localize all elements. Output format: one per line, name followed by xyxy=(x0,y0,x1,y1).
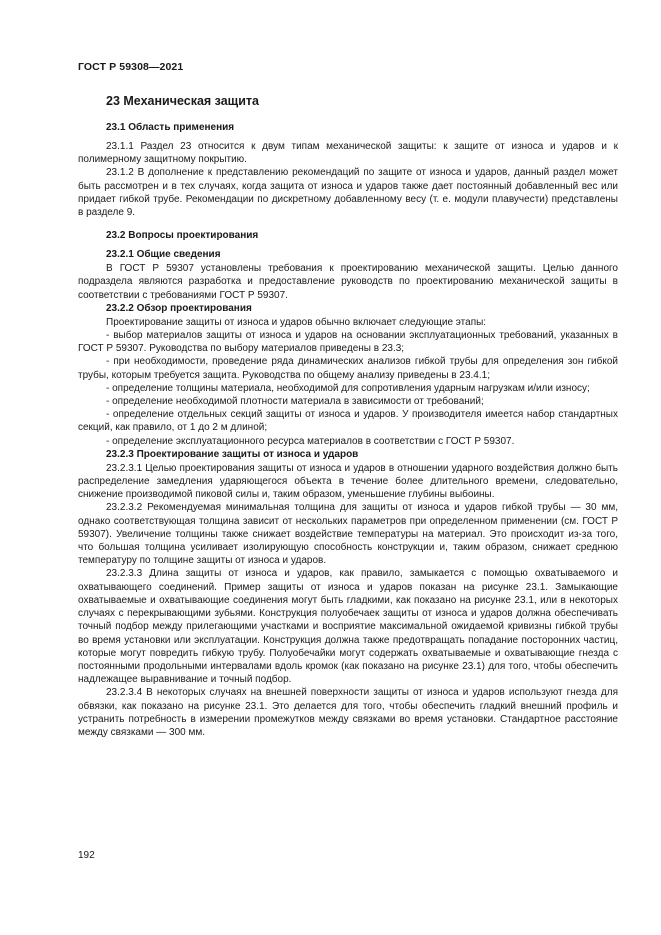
paragraph-23-2-3-2: 23.2.3.2 Рекомендуемая минимальная толщина для защиты от износа и ударов гибкой трубы — 30 мм, однако соответствующая толщина зависит от нескольких параметров при определенном применении (см. ГОСТ Р 59307). Увеличение толщины также снижает воздействие температуры на материал. Это происходит из-за того, что большая толщина усиливает изолирующую способность конструкции и, таким образом, снижает среднюю температуру по толщине защиты от износа и ударов. xyxy=(78,502,618,567)
list-item: - определение отдельных секций защиты от износа и ударов. У производителя имеется набор стандартных секций, как правило, от 1 до 2 м длиной; xyxy=(78,409,618,434)
list-item: - при необходимости, проведение ряда динамических анализов гибкой трубы для определения зон гибкой трубы, которым требуется защита. Руководства по общему анализу приведены в 23.4.1; xyxy=(78,356,618,381)
paragraph-23-2-3-3: 23.2.3.3 Длина защиты от износа и ударов, как правило, замыкается с помощью охватываемого и охватывающего соединений. Пример защиты от износа и ударов показан на рисунке 23.1. Замыкающие охватываемые и охватывающие соединения могут быть гладкими, как показано на рисунке 23.1, или в некоторых случаях с перекрывающими зубьями. Конструкция полуобечаек защиты от износа и ударов должна обеспечивать точный подбор между прилегающими участками и восприятие максимальной ожидаемой кривизны гибкой трубы во время установки или эксплуатации. Конструкция должна также предотвращать попадание посторонних частиц, которые могут повредить гибкую трубу. Полуобечайки могут содержать охватываемые и охватывающие гнезда с постоянными продольными интервалами вдоль кромок (как показано на рисунке 23.1) для того, чтобы обеспечить надлежащее выравнивание и точный подбор. xyxy=(78,568,618,686)
page-content xyxy=(78,93,618,739)
section-title: 23 Механическая защита xyxy=(106,94,259,108)
list-item: - выбор материалов защиты от износа и ударов на основании эксплуатационных требований, указанных в ГОСТ Р 59307. Руководства по выбору материалов приведены в 23.3; xyxy=(78,330,618,355)
subsection-title-23-2: 23.2 Вопросы проектирования xyxy=(106,230,259,242)
paragraph-23-2-2-intro: Проектирование защиты от износа и ударов обычно включает следующие этапы: xyxy=(106,316,487,328)
subsection-title-23-1: 23.1 Область применения xyxy=(106,122,235,133)
subsection-title-23-2-2: 23.2.2 Обзор проектирования xyxy=(106,302,252,314)
document-header: ГОСТ Р 59308—2021 xyxy=(78,61,184,73)
subsection-title-23-2-1: 23.2.1 Общие сведения xyxy=(106,249,221,261)
list-item: - определение необходимой плотности материала в зависимости от требований; xyxy=(106,396,484,408)
list-item: - определение эксплуатационного ресурса материалов в соответствии с ГОСТ Р 59307. xyxy=(106,435,515,447)
subsection-title-23-2-3: 23.2.3 Проектирование защиты от износа и ударов xyxy=(106,448,359,460)
paragraph-23-2-1: В ГОСТ Р 59307 установлены требования к проектированию механической защиты. Целью данного подраздела являются разработка и предоставление руководств по проектированию механической защиты в соответствии с требованиями ГОСТ Р 59307. xyxy=(78,263,618,301)
paragraph-23-2-3-4: 23.2.3.4 В некоторых случаях на внешней поверхности защиты от износа и ударов используют гнезда для обвязки, как показано на рисунке 23.1. Это делается для того, чтобы обеспечить гладкий внешний профиль и устранить потребность в измерении промежутков между связками во время установки. Стандартное расстояние между связками — 300 мм. xyxy=(78,687,618,738)
paragraph-23-1-2: 23.1.2 В дополнение к представлению рекомендаций по защите от износа и ударов, данный раздел может быть рассмотрен и в тех случаях, когда защита от износа и ударов также дает постоянный добавленный вес или придает гибкой трубе. Рекомендации по дискретному добавленному весу (т. е. модули плавучести) представлены в разделе 9. xyxy=(78,167,618,219)
list-item: - определение толщины материала, необходимой для сопротивления ударным нагрузкам и/или износу; xyxy=(106,382,590,394)
paragraph-23-1-1: 23.1.1 Раздел 23 относится к двум типам механической защиты: к защите от износа и ударов и к полимерному защитному покрытию. xyxy=(78,141,618,166)
paragraph-23-2-3-1: 23.2.3.1 Целью проектирования защиты от износа и ударов в отношении ударного воздействия должно быть распределение замедления ударяющегося объекта в течение более длительного времени, следовательно, снижение производимой пиковой силы и, таким образом, уменьшение глубины выбоины. xyxy=(78,462,618,501)
page-number: 192 xyxy=(78,850,95,861)
